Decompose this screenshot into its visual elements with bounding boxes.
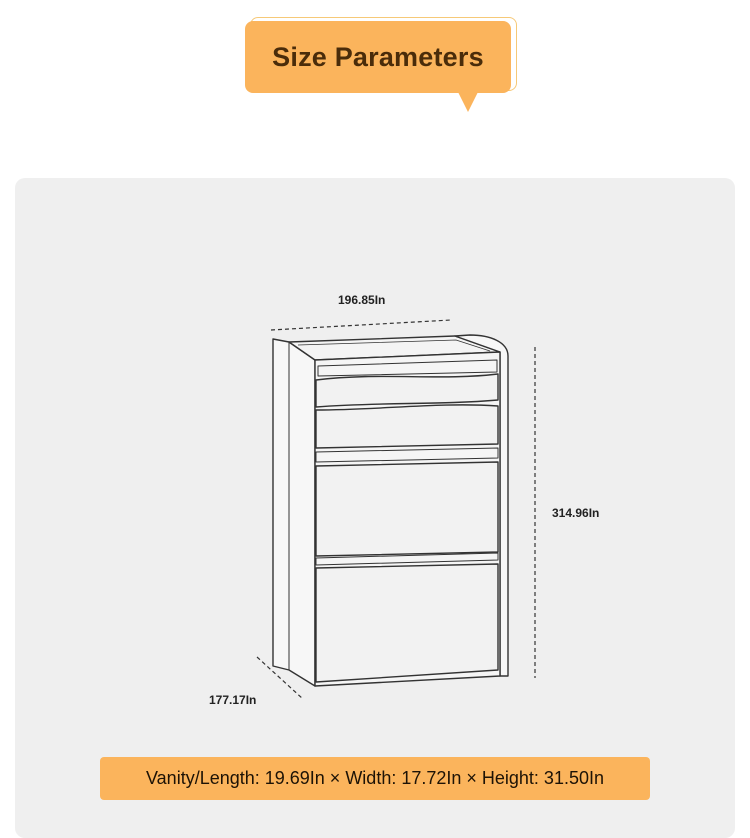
cabinet-drawer-2	[316, 405, 498, 448]
cabinet-drawer-1	[316, 374, 498, 407]
width-label: 196.85In	[338, 293, 386, 307]
width-dimension-line	[271, 320, 451, 330]
dimension-summary-bar	[100, 757, 650, 800]
cabinet-door-lower	[316, 564, 498, 682]
page-title: Size Parameters	[245, 21, 511, 93]
cabinet-left-panel	[273, 339, 315, 686]
depth-label: 177.17In	[209, 693, 257, 707]
cabinet-door-upper	[316, 462, 498, 556]
height-label: 314.96In	[552, 506, 600, 520]
dimension-summary-text: Vanity/Length: 19.69In × Width: 17.72In × Height: 31.50In	[146, 768, 604, 788]
